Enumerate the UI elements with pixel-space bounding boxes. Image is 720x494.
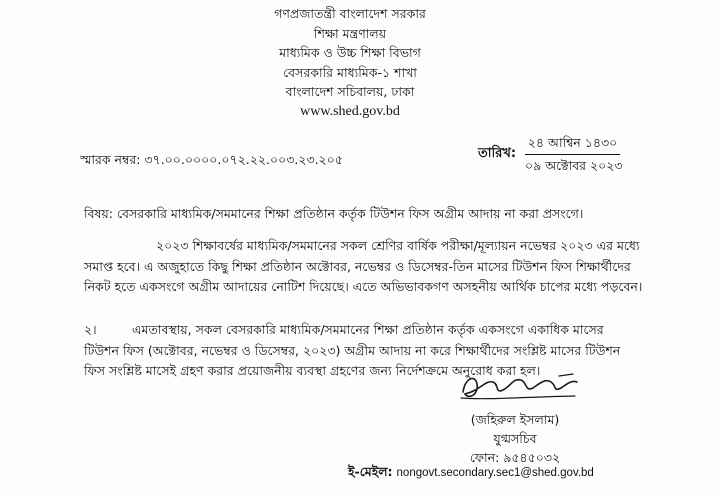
handwritten-signature [455,370,585,404]
letterhead [200,4,500,121]
paragraph-2-line: এমতাবস্থায়, সকল বেসরকারি মাধ্যমিক/সমমানের শিক্ষা প্রতিষ্ঠান কর্তৃক একসংগে একাধিক মাসের [132,322,604,337]
paragraph-1 [84,236,704,298]
subject-line: বিষয়: বেসরকারি মাধ্যমিক/সমমানের শিক্ষা প্রতিষ্ঠান কর্তৃক টিউশন ফিস অগ্রীম আদায় না করা প্রসংগে। [84,206,584,221]
signatory-name: (জহিরুল ইসলাম) [470,412,560,427]
signatory-phone: ফোন: ৯৫৪৫০৩২ [469,450,561,465]
date-divider [525,154,620,155]
paragraph-2 [84,320,704,382]
signature-block [440,410,590,467]
email-address[interactable]: nongovt.secondary.sec1@shed.gov.bd [396,467,594,479]
signatory-designation: যুগ্মসচিব [493,431,537,446]
paragraph-2-line: টিউশন ফিস (অক্টোবর, নভেম্বর ও ডিসেম্বর, ২০২৩) অগ্রীম আদায় না করে শিক্ষার্থীদের সংশ্লিষ্ট মাসের টিউশন [84,342,621,358]
paragraph-2-line: ফিস সংশ্লিষ্ট মাসেই গ্রহণ করার প্রয়োজনীয় ব্যবস্থা গ্রহণের জন্য নির্দেশক্রমে অনুরোধ করা হল। [84,363,541,378]
section-name: বেসরকারি মাধ্যমিক-১ শাখা [283,64,417,80]
email-line [348,464,594,484]
ministry-name: শিক্ষা মন্ত্রণালয় [313,25,387,41]
paragraph-2-number: ২। [84,322,97,337]
website-link[interactable]: www.shed.gov.bd [300,103,400,119]
memo-number: স্মারক নম্বর: ৩৭.০০.০০০০.০৭২.২২.০০৩.২৩.২০৫ [80,152,343,167]
paragraph-1-line: নিকট হতে একসংগে অগ্রীম আদায়ের নোটিশ দিয়েছে। এতে অভিভাবকগণ অসহনীয় আর্থিক চাপের মধ্যে পড়বেন। [84,279,643,294]
date-label: তারিখ: [478,146,517,161]
date-english: ০৯ অক্টোবর ২০২৩ [525,158,623,173]
division-name: মাধ্যমিক ও উচ্চ শিক্ষা বিভাগ [279,45,421,60]
date-bangla: ২৪ আশ্বিন ১৪৩০ [527,135,618,150]
email-label: ই-মেইল: [348,464,393,479]
date-block [525,133,623,175]
paragraph-1-line: ২০২৩ শিক্ষাবর্ষের মাধ্যমিক/সমমানের সকল শ্রেণির বার্ষিক পরীক্ষা/মূল্যায়ন নভেম্বর ২০২৩ এর মধ্যে [156,238,640,253]
paragraph-1-line: সমাপ্ত হবে। এ অজুহাতে কিছু শিক্ষা প্রতিষ্ঠান অক্টোবর, নভেম্বর ও ডিসেম্বর-তিন মাসের টিউশন ফিস শিক্ষার্থীদের [84,258,631,274]
office-address: বাংলাদেশ সচিবালয়, ঢাকা [285,84,415,99]
government-name: গণপ্রজাতন্ত্রী বাংলাদেশ সরকার [274,6,426,21]
